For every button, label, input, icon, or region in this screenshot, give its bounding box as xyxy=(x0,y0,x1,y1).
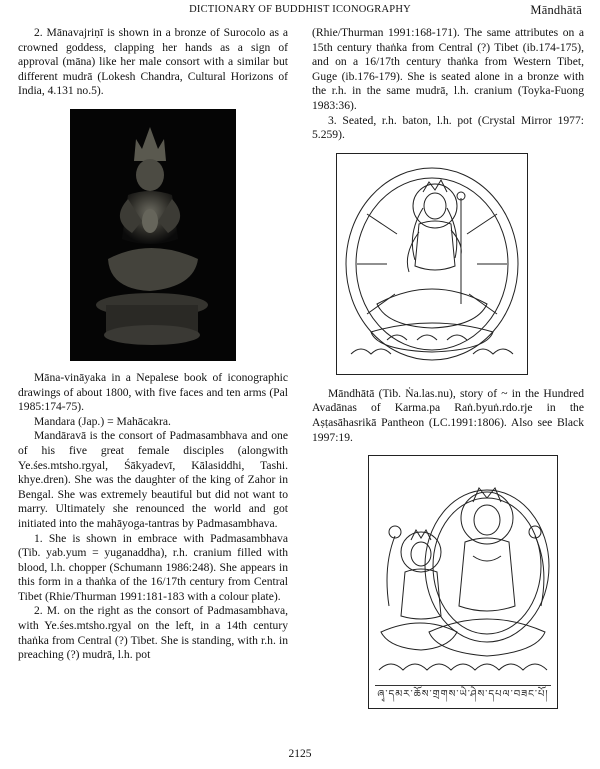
entry-mandarava-2: 2. M. on the right as the consort of Padmasambhava, with Ye.śes.mtsho.rgyal on the left, in a 14th century thaṅka from Central (?) Tibet. She is standing, with r.h. in preaching (?) mudrā, l.h. pot xyxy=(18,604,288,662)
page-number: 2125 xyxy=(288,748,312,760)
left-column xyxy=(18,26,288,663)
two-seated-figures-illustration xyxy=(369,456,557,708)
headword: Māndhātā xyxy=(530,3,582,17)
running-title: DICTIONARY OF BUDDHIST ICONOGRAPHY xyxy=(189,4,411,15)
mandhata-line-drawing xyxy=(368,455,558,709)
entry-manavajrini-2: 2. Mānavajriṇī is shown in a bronze of Surocolo as a crowned goddess, clapping her hands as a sign of approval (māna) like her male consort with a similar but different mudrā (Lokesh Chandra, Cultural Horizons of India, 4.131 no.5). xyxy=(18,26,288,98)
mandarava-line-drawing xyxy=(336,153,528,375)
seated-goddess-illustration xyxy=(337,154,527,374)
entry-mandarava-1: 1. She is shown in embrace with Padmasambhava (Tib. yab.yum = yuganaddha), r.h. cranium filled with blood, l.h. chopper (Schumann 1986:248). She appears in this form in a thaṅka of the 16/17th century from Central Tibet (Rhie/Thurman 1991:181-183 with a colour plate). xyxy=(18,531,288,603)
entry-mandara: Mandara (Jap.) = Mahācakra. xyxy=(34,414,171,428)
entry-mandarava: Mandāravā is the consort of Padmasambhava and one of his five great female disciples (alongwith Ye.śes.mtsho.rgyal, Śākyadevī, Kālasiddhi, Tashi. khye.dren). She was the daughter of the king of Zahor in Bengal. She was extremely beautiful but did not want to marry. Ultimately she renounced the world and got initiated into the mahāyoga-tantras by Padmasambhava. xyxy=(18,429,288,530)
bronze-figure-illustration xyxy=(70,109,236,361)
bronze-photo xyxy=(70,109,236,361)
right-column xyxy=(312,26,584,709)
entry-mandarava-2-cont: (Rhie/Thurman 1991:168-171). The same attributes on a 15th century thaṅka from Central (?) Tibet (ib.174-175), and on a 16/17th century thaṅka from Western Tibet, Guge (ib.176-179). She is seated alone in a bronze with the r.h. in the same mudrā, l.h. cranium (Toyka-Fuong 1983:36). xyxy=(312,26,584,112)
entry-mandarava-3: 3. Seated, r.h. baton, l.h. pot (Crystal Mirror 1977: 5.259). xyxy=(312,113,584,142)
entry-mana-vinayaka: Māna-vināyaka in a Nepalese book of iconographic drawings of about 1800, with five faces and ten arms (Pal 1985:174-75). xyxy=(18,370,288,414)
tibetan-inscription: ཞྭ་དམར་ཆོས་གྲགས་ཡེ་ཤེས་དཔལ་བཟང་པོ། xyxy=(375,685,551,704)
running-head xyxy=(18,4,582,20)
entry-mandhata: Māndhātā (Tib. Ṅa.las.nu), story of ~ in the Hundred Avadānas of Karma.pa Raṅ.byuṅ.rdo.rje in the Aṣṭasāhasrikā Pantheon (LC.1991:1806). Also see Black 1997:19. xyxy=(312,386,584,444)
